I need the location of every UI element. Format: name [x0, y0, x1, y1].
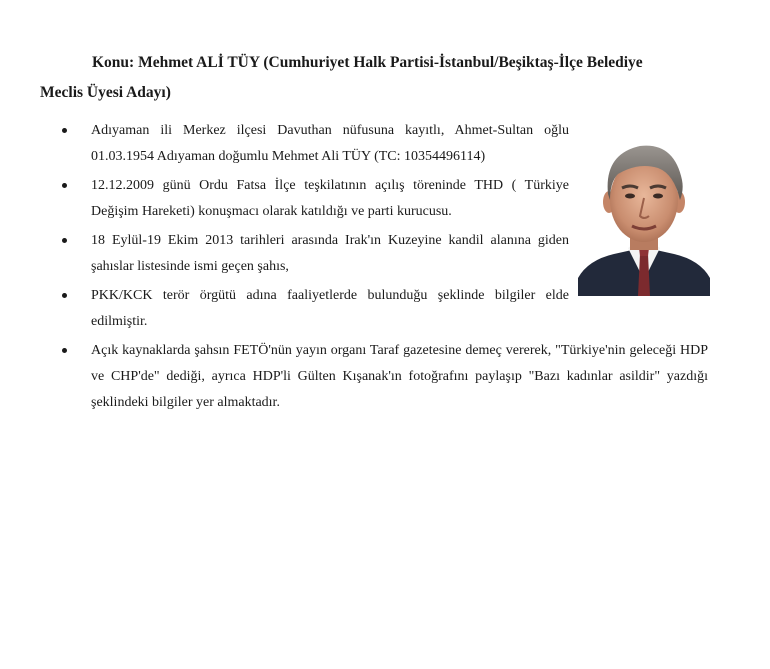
bullet-dot-icon — [62, 128, 67, 133]
bullet-item-identity — [62, 118, 569, 170]
portrait-photo — [578, 130, 710, 296]
bullet-text: Açık kaynaklarda şahsın FETÖ'nün yayın organı Taraf gazetesine demeç vererek, "Türkiye'nin geleceği HDP ve CHP'de" dediği, ayrıca HDP'li Gülten Kışanak'ın fotoğrafını paylaşıp "Bazı kadınlar asildir" yazdığı şeklindeki bilgiler yer almaktadır. — [91, 343, 708, 410]
bullet-text: PKK/KCK terör örgütü adına faaliyetlerde bulunduğu şeklinde bilgiler elde edilmiştir. — [91, 288, 569, 329]
bullet-item-iraq — [62, 228, 569, 280]
bullet-item-thd — [62, 173, 569, 225]
bullet-dot-icon — [62, 348, 67, 353]
bullet-item-open-sources — [62, 338, 708, 416]
subject-heading — [40, 48, 730, 108]
bullet-dot-icon — [62, 238, 67, 243]
bullet-dot-icon — [62, 293, 67, 298]
bullet-item-pkk — [62, 283, 569, 335]
subject-line-1: Konu: Mehmet ALİ TÜY (Cumhuriyet Halk Partisi-İstanbul/Beşiktaş-İlçe Belediye — [92, 54, 643, 71]
bullet-dot-icon — [62, 183, 67, 188]
bullet-text: 12.12.2009 günü Ordu Fatsa İlçe teşkilatının açılış töreninde THD ( Türkiye Değişim Hareketi) konuşmacı olarak katıldığı ve parti kurucusu. — [91, 178, 569, 219]
bullet-text: 18 Eylül-19 Ekim 2013 tarihleri arasında Irak'ın Kuzeyine kandil alanına giden şahıslar listesinde ismi geçen şahıs, — [91, 233, 569, 274]
subject-line-2: Meclis Üyesi Adayı) — [40, 84, 171, 101]
bullet-text: Adıyaman ili Merkez ilçesi Davuthan nüfusuna kayıtlı, Ahmet-Sultan oğlu 01.03.1954 Adıyaman doğumlu Mehmet Ali TÜY (TC: 10354496114) — [91, 123, 569, 164]
